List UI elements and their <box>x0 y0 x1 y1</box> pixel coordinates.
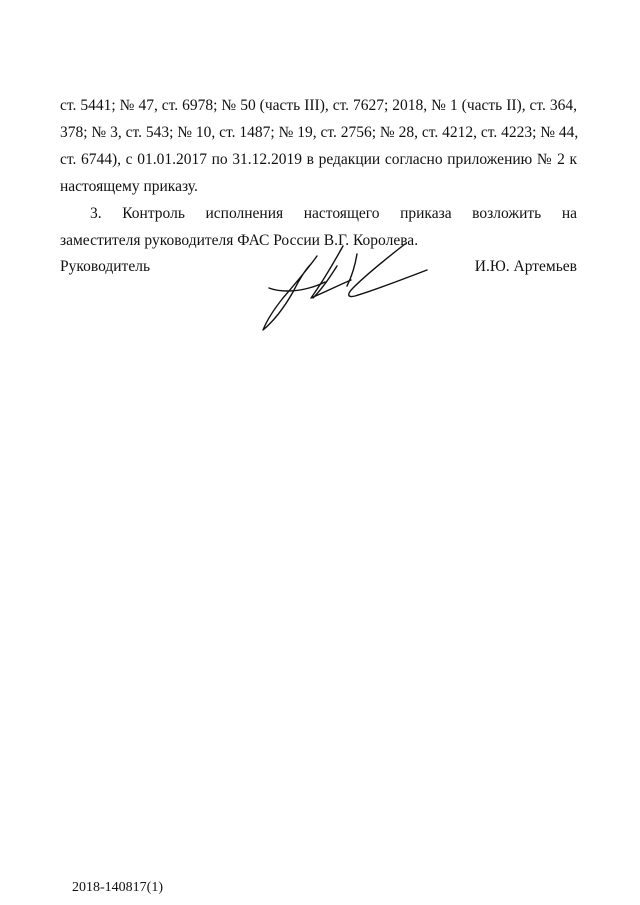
signatory-role: Руководитель <box>60 258 151 275</box>
body-line-3: ст. 6744), с 01.01.2017 по 31.12.2019 в редакции согласно приложению № 2 к <box>60 151 577 168</box>
signatory-name: И.Ю. Артемьев <box>474 258 577 275</box>
body-line-1: ст. 5441; № 47, ст. 6978; № 50 (часть III), ст. 7627; 2018, № 1 (часть II), ст. 364, <box>60 97 577 114</box>
document-number: 2018-140817(1) <box>72 880 163 895</box>
body-line-4: настоящему приказу. <box>60 178 198 195</box>
paragraph-3-line-1: 3. Контроль исполнения настоящего приказа возложить на <box>90 205 577 222</box>
paragraph-3-line-2: заместителя руководителя ФАС России В.Г. Королева. <box>60 232 419 249</box>
body-line-2: 378; № 3, ст. 543; № 10, ст. 1487; № 19, ст. 2756; № 28, ст. 4212, ст. 4223; № 44, <box>60 124 579 141</box>
handwritten-signature <box>255 236 435 336</box>
